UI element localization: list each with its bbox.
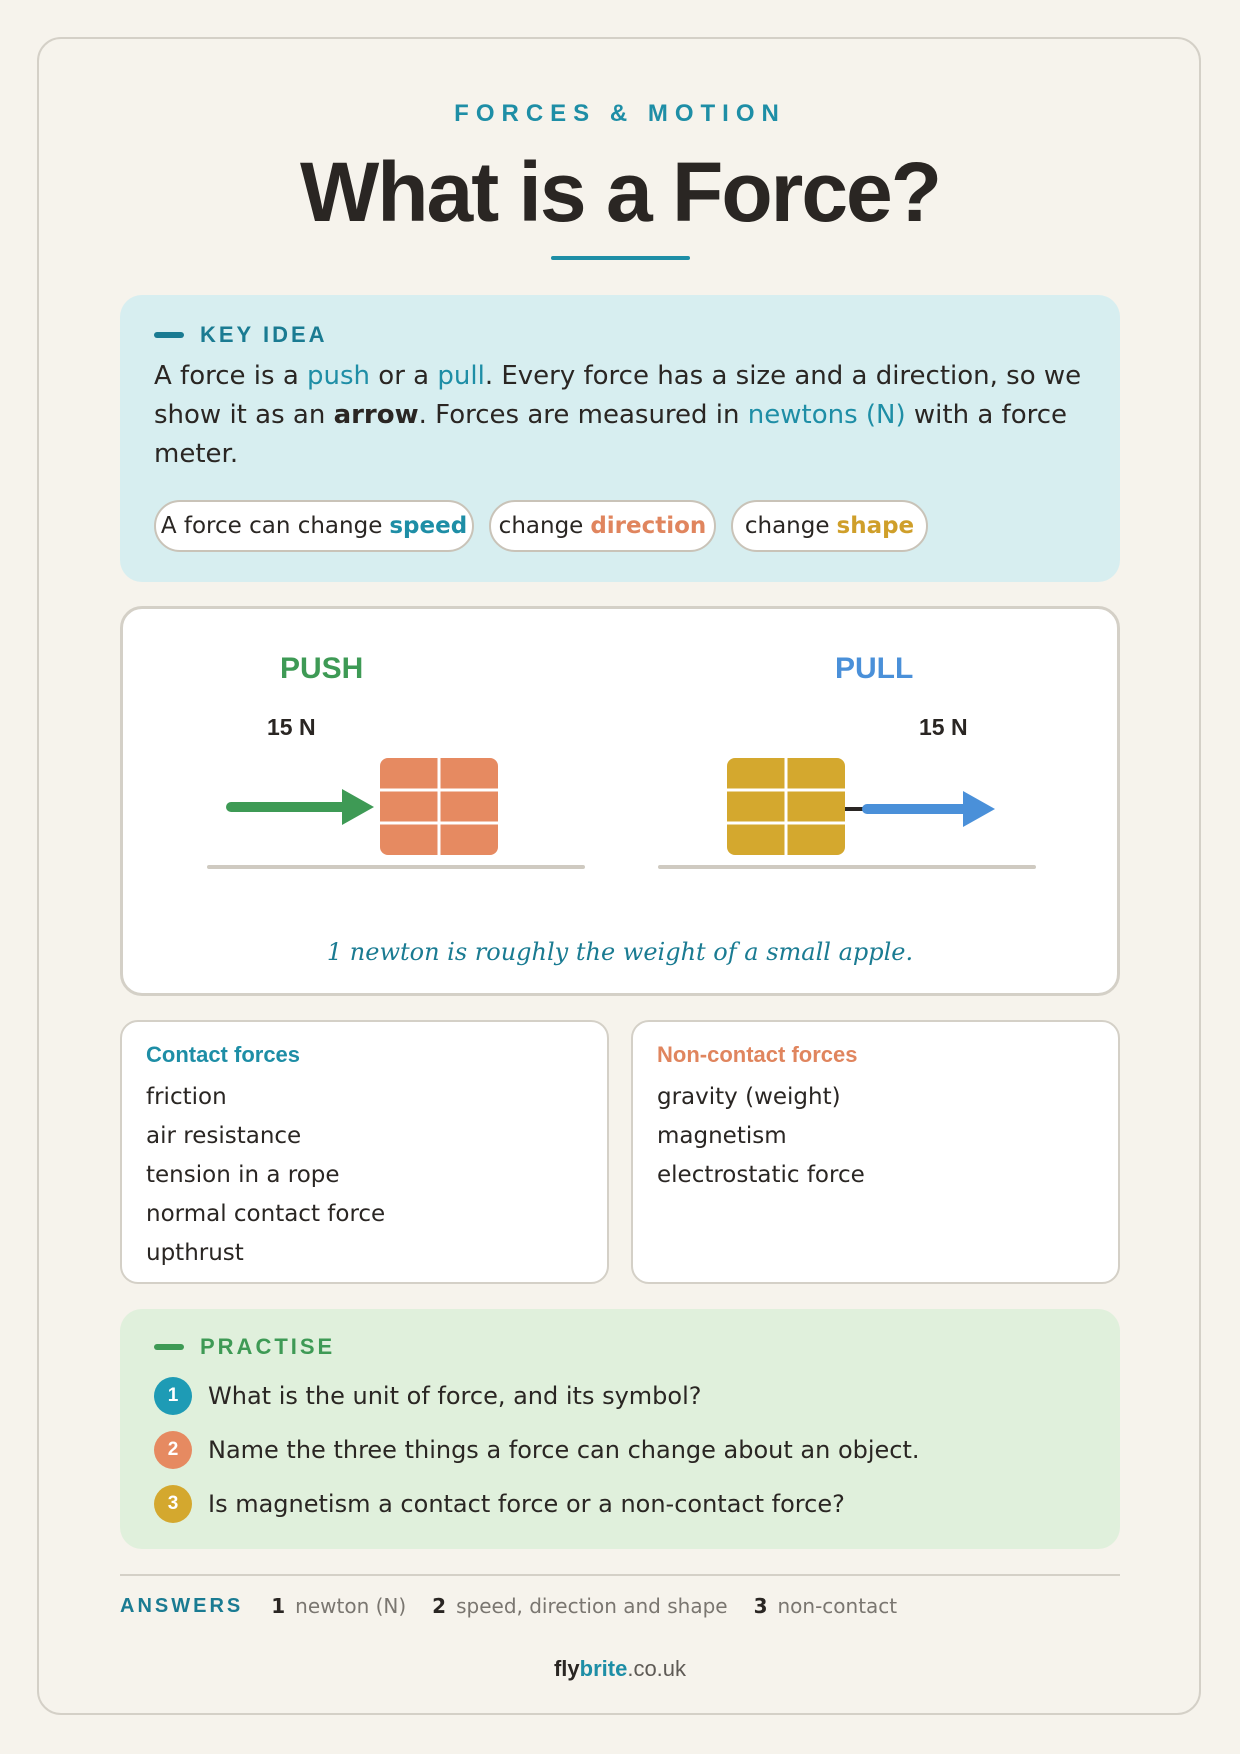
question-text: Name the three things a force can change about an object. [208,1436,920,1464]
answers-divider [120,1574,1120,1576]
contact-forces-heading: Contact forces [146,1042,301,1067]
pill-speed [154,500,474,552]
highlight-push: push [307,361,371,391]
answer-number: 1 [271,1594,286,1618]
contact-forces-list [146,1078,385,1273]
pill-prefix: change [498,513,584,539]
practise-heading-text: PRACTISE [200,1334,336,1359]
list-item: gravity (weight) [657,1084,841,1110]
footer-brand [0,1656,1240,1682]
practise-panel [120,1309,1120,1549]
question-number-badge: 1 [154,1377,192,1415]
pill-direction [489,500,716,552]
key-idea-text [154,357,1084,474]
dash-icon [154,332,184,338]
highlight-arrow: arrow [333,400,419,430]
contact-forces-card [120,1020,609,1284]
question-number-badge: 3 [154,1485,192,1523]
non-contact-forces-heading: Non-contact forces [657,1042,858,1067]
push-label: PUSH [280,652,364,685]
question-number-badge: 2 [154,1431,192,1469]
list-item: tension in a rope [146,1162,340,1188]
push-pull-diagram [120,606,1120,996]
answer-text: newton (N) [295,1594,407,1618]
answers-row [120,1594,923,1618]
pill-word: speed [389,513,468,539]
list-item: friction [146,1084,227,1110]
text-span: A force is a [154,361,308,391]
text-span: or a [370,361,438,391]
push-arrow-icon [231,789,374,825]
pill-word: shape [836,513,915,539]
text-span: . Every force has a size and a direction, so we show it as an [154,361,1082,430]
pull-force-value: 15 N [919,714,968,740]
title-underline [551,256,690,260]
brand-domain: .co.uk [627,1656,687,1681]
text-span: with a force meter. [154,400,1068,469]
brand-part-2: brite [579,1656,628,1681]
diagram-caption: 1 newton is roughly the weight of a small apple. [326,938,914,966]
push-brick-box-icon [380,758,498,855]
pill-prefix: A force can change [160,513,383,539]
list-item: electrostatic force [657,1162,865,1188]
answers-label: ANSWERS [120,1594,244,1617]
diagram-svg [123,609,1123,999]
pull-arrow-icon [867,791,995,827]
pull-label: PULL [835,652,914,685]
page-title: What is a Force? [299,145,941,239]
list-item: air resistance [146,1123,302,1149]
list-item: normal contact force [146,1201,386,1227]
question-1 [154,1377,702,1415]
answer-number: 3 [753,1594,768,1618]
question-text: Is magnetism a contact force or a non-contact force? [208,1490,845,1518]
highlight-pull: pull [437,361,485,391]
answer-number: 2 [432,1594,447,1618]
key-idea-panel [120,295,1120,582]
key-idea-heading [154,322,328,348]
pill-word: direction [590,513,707,539]
answer-text: speed, direction and shape [456,1594,728,1618]
list-item: magnetism [657,1123,787,1149]
non-contact-forces-list [657,1078,865,1195]
question-text: What is the unit of force, and its symbol? [208,1382,702,1410]
key-idea-heading-text: KEY IDEA [200,322,328,347]
pill-shape [731,500,928,552]
non-contact-forces-card [631,1020,1120,1284]
dash-icon [154,1344,184,1350]
brand-part-1: fly [553,1656,580,1681]
text-span: . Forces are measured in [418,400,748,430]
topic-eyebrow: FORCES & MOTION [454,100,786,127]
question-3 [154,1485,845,1523]
answer-text: non-contact [777,1594,898,1618]
pill-prefix: change [744,513,830,539]
pull-brick-box-icon [727,758,845,855]
question-2 [154,1431,920,1469]
push-force-value: 15 N [267,714,316,740]
practise-heading [154,1334,335,1360]
list-item: upthrust [146,1240,244,1266]
highlight-newtons: newtons (N) [747,400,906,430]
